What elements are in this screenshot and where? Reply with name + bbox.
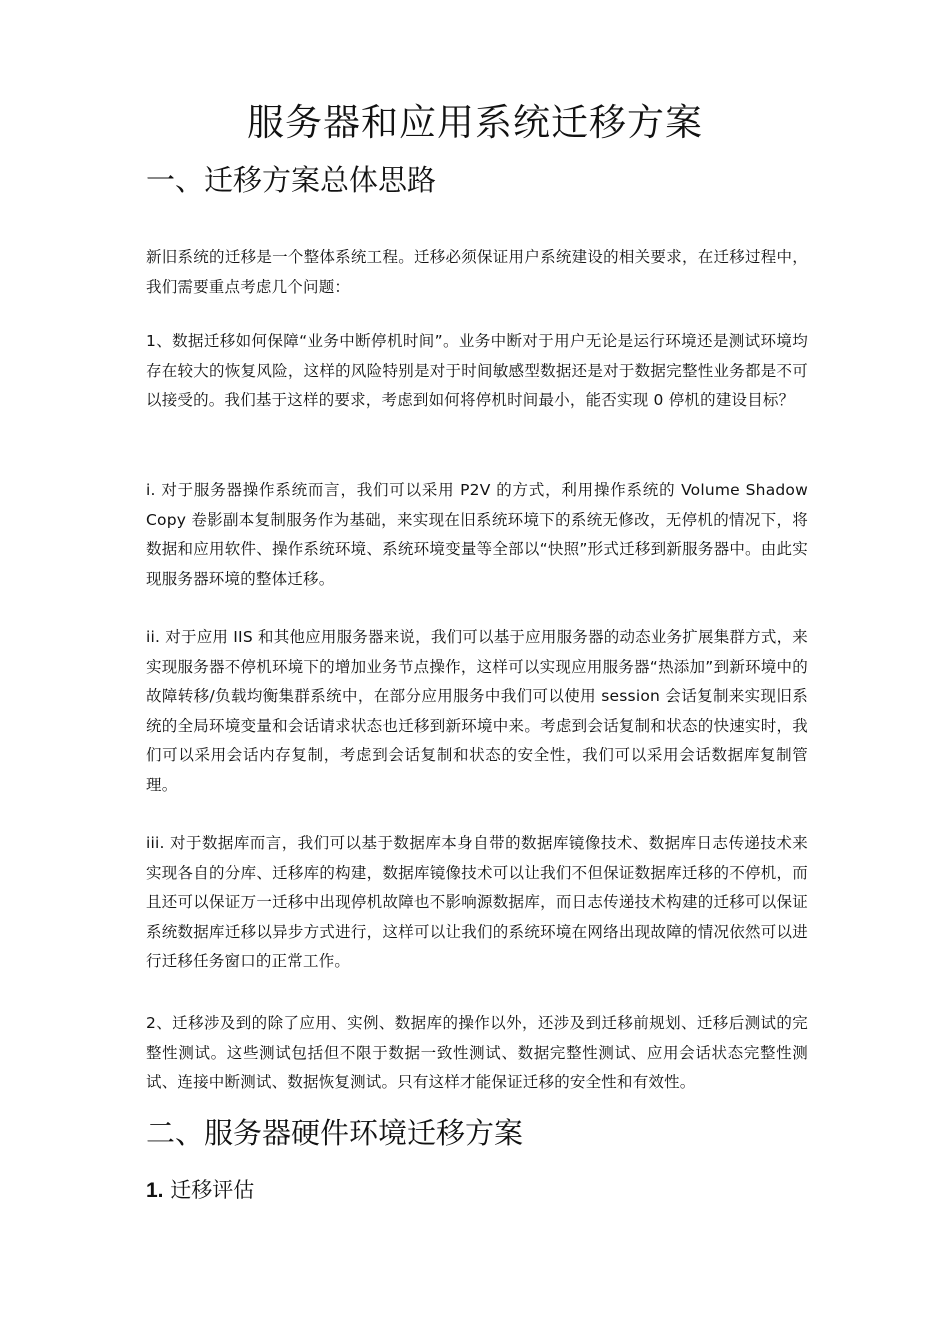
item-iii-paragraph: iii. 对于数据库而言，我们可以基于数据库本身自带的数据库镜像技术、数据库日志传递技术来实现各自的分库、迁移库的构建，数据库镜像技术可以让我们不但保证数据库迁移的不停机，而且还可以保证万一迁移中出现停机故障也不影响源数据库，而日志传递技术构建的迁移可以保证系统数据库迁移以异步方式进行，这样可以让我们的系统环境在网络出现故障的情况依然可以进行迁移任务窗口的正常工作。 [146, 834, 808, 970]
point-2-paragraph: 2、迁移涉及到的除了应用、实例、数据库的操作以外，还涉及到迁移前规划、迁移后测试的完整性测试。这些测试包括但不限于数据一致性测试、数据完整性测试、应用会话状态完整性测试、连接中断测试、数据恢复测试。只有这样才能保证迁移的安全性和有效性。 [146, 1014, 808, 1091]
intro-paragraph: 新旧系统的迁移是一个整体系统工程。迁移必须保证用户系统建设的相关要求，在迁移过程中，我们需要重点考虑几个问题： [146, 248, 808, 296]
section-heading-1: 一、迁移方案总体思路 [146, 163, 437, 197]
item-ii-paragraph: ii. 对于应用 IIS 和其他应用服务器来说，我们可以基于应用服务器的动态业务扩展集群方式，来实现服务器不停机环境下的增加业务节点操作，这样可以实现应用服务器“热添加”到新环境中的故障转移/负载均衡集群系统中，在部分应用服务中我们可以使用 session 会话复制来实现旧系统的全局环境变量和会话请求状态也迁移到新环境中来。考虑到会话复制和状态的快速实时，我们可以采用会话内存复制，考虑到会话复制和状态的安全性，我们可以采用会话数据库复制管理。 [146, 628, 808, 794]
subsection-heading-1 [146, 1175, 826, 1206]
subsection-number: 1. [146, 1179, 164, 1202]
section-heading-2: 二、服务器硬件环境迁移方案 [146, 1116, 524, 1150]
point-1-paragraph: 1、数据迁移如何保障“业务中断停机时间”。业务中断对于用户无论是运行环境还是测试环境均存在较大的恢复风险，这样的风险特别是对于时间敏感型数据还是对于数据完整性业务都是不可以接受的。我们基于这样的要求，考虑到如何将停机时间最小，能否实现 0 停机的建设目标？ [146, 332, 808, 409]
subsection-label: 迁移评估 [170, 1178, 255, 1202]
item-i-paragraph: i. 对于服务器操作系统而言，我们可以采用 P2V 的方式，利用操作系统的 Volume Shadow Copy 卷影副本复制服务作为基础，来实现在旧系统环境下的系统无修改，无停机的情况下，将数据和应用软件、操作系统环境、系统环境变量等全部以“快照”形式迁移到新服务器中。由此实现服务器环境的整体迁移。 [146, 481, 808, 588]
document-title: 服务器和应用系统迁移方案 [247, 101, 703, 144]
